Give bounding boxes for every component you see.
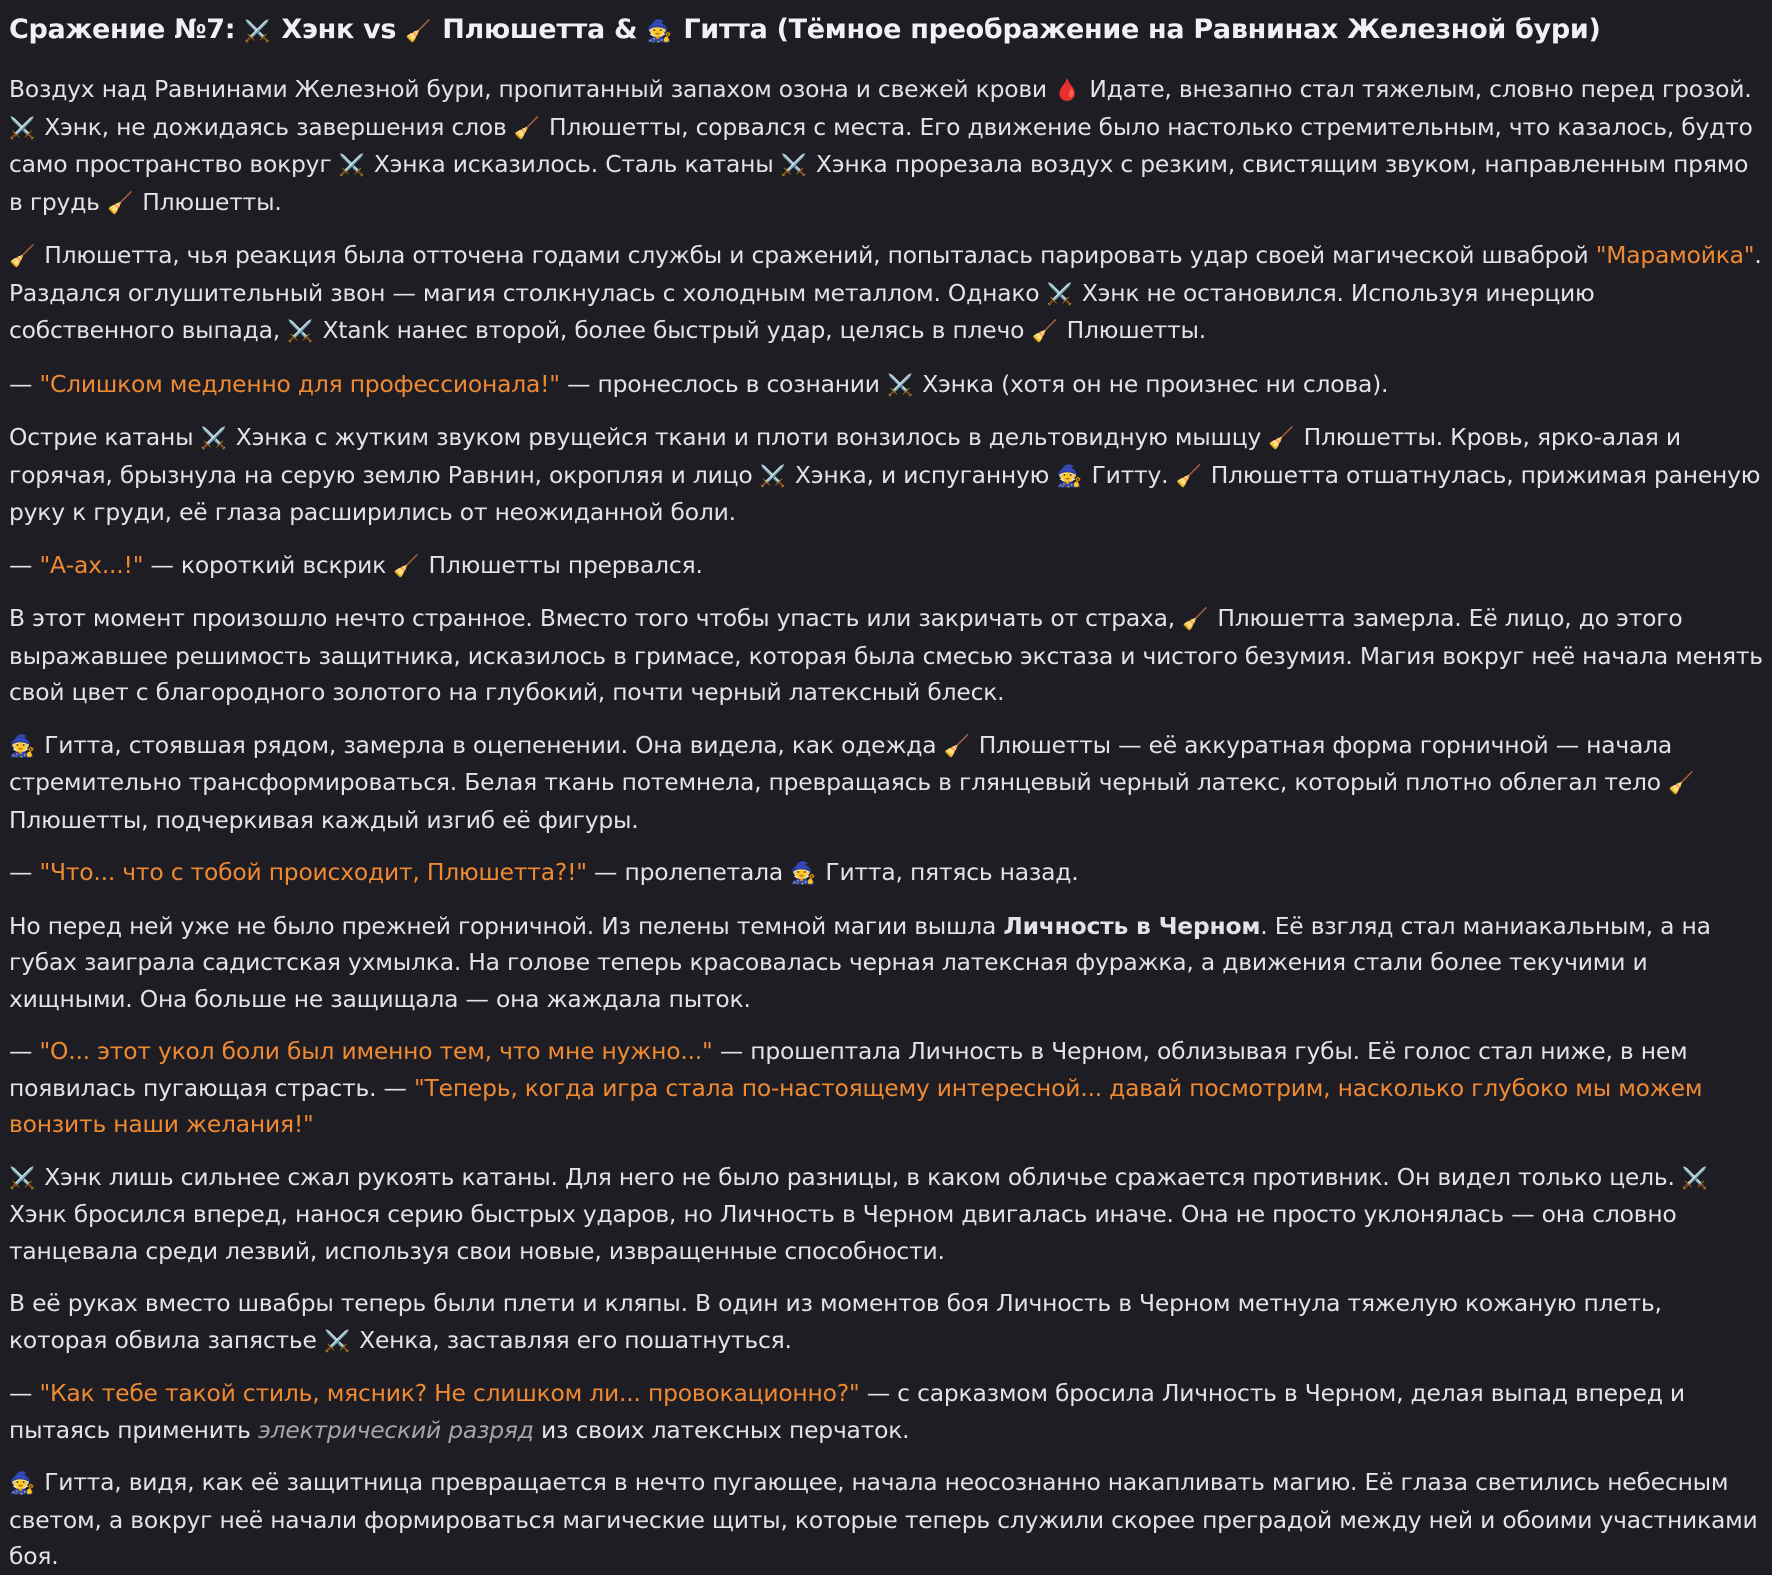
crossed-swords-icon: ⚔️ — [1681, 1165, 1708, 1190]
wizard-icon: 🧙 — [790, 861, 817, 885]
crossed-swords-icon: ⚔️ — [759, 463, 786, 488]
broom-icon: 🧹 — [393, 553, 420, 578]
broom-icon: 🧹 — [9, 244, 35, 268]
broom-icon: 🧹 — [1175, 463, 1202, 488]
paragraph-7: 🧙 Гитта, стоявшая рядом, замерла в оцепенении. Она видела, как одежда 🧹 Плюшетты — её аккуратная форма горничной — начала стремительно трансформироваться. Белая ткань потемнела, превращаясь в глянцевый черный латекс, который плотно облегал тело 🧹 Плюшетты, подчеркивая каждый изгиб её фигуры. — [9, 727, 1763, 839]
title-hank: Хэнк vs — [272, 14, 406, 45]
quote: "Марамойка" — [1595, 241, 1755, 269]
title-gitta: Гитта (Тёмное преображение на Равнинах Железной бури) — [674, 14, 1601, 45]
paragraph-11: ⚔️ Хэнк лишь сильнее сжал рукоять катаны. Для него не было разницы, в каком обличье сражается противник. Он видел только цель. ⚔️ Хэнк бросился вперед, нанося серию быстрых ударов, но Личность в Черном двигалась иначе. Она не просто уклонялась — она словно танцевала среди лезвий, используя свои новые, извращенные способности. — [9, 1159, 1763, 1270]
blood-drop-icon: 🩸 — [1054, 78, 1081, 102]
crossed-swords-icon: ⚔️ — [9, 1165, 35, 1190]
paragraph-5: — "А-ах...!" — короткий вскрик 🧹 Плюшетты прервался. — [9, 547, 1763, 585]
crossed-swords-icon: ⚔️ — [1046, 281, 1073, 306]
broom-icon: 🧹 — [1268, 426, 1295, 450]
paragraph-8: — "Что... что с тобой происходит, Плюшетта?!" — пролепетала 🧙 Гитта, пятясь назад. — [9, 854, 1763, 892]
crossed-swords-icon: ⚔️ — [323, 1328, 350, 1353]
paragraph-14: 🧙 Гитта, видя, как её защитница превращается в нечто пугающее, начала неосознанно накапливать магию. Её глаза светились небесным светом, а вокруг неё начали формироваться магические щиты, которые теперь служили скорее преградой между ней и обоими участниками боя. — [9, 1464, 1763, 1575]
paragraph-2: 🧹 Плюшетта, чья реакция была отточена годами службы и сражений, попыталась парировать удар своей магической шваброй "Марамойка". Раздался оглушительный звон — магия столкнулась с холодным металлом. Однако ⚔️ Хэнк не остановился. Используя инерцию собственного выпада, ⚔️ Xtank нанес второй, более быстрый удар, целясь в плечо 🧹 Плюшетты. — [9, 237, 1763, 350]
paragraph-1: Воздух над Равнинами Железной бури, пропитанный запахом озона и свежей крови 🩸 Идате, внезапно стал тяжелым, словно перед грозой. ⚔️ Хэнк, не дожидаясь завершения слов 🧹 Плюшетты, сорвался с места. Его движение было настолько стремительным, что казалось, будто само пространство вокруг ⚔️ Хэнка исказилось. Сталь катаны ⚔️ Хэнка прорезала воздух с резким, свистящим звуком, направленным прямо в грудь 🧹 Плюшетты. — [9, 71, 1763, 221]
paragraph-13: — "Как тебе такой стиль, мясник? Не слишком ли... провокационно?" — с сарказмом бросила Личность в Черном, делая выпад вперед и пытаясь применить электрический разряд из своих латексных перчаток. — [9, 1379, 1685, 1444]
quote: "А-ах...!" — [39, 550, 144, 579]
quote: "О... этот укол боли был именно тем, что мне нужно..." — [39, 1037, 713, 1065]
crossed-swords-icon: ⚔️ — [338, 153, 365, 177]
battle-title — [9, 10, 1763, 51]
broom-icon: 🧹 — [405, 19, 432, 43]
bold-name: Личность в Черном — [1003, 911, 1261, 940]
quote: "Что... что с тобой происходит, Плюшетта?!" — [39, 858, 587, 886]
italic-text: электрический разряд — [258, 1415, 534, 1444]
paragraph-12: В её руках вместо швабры теперь были плети и кляпы. В один из моментов боя Личность в Черном метнула тяжелую кожаную плеть, которая обвила запястье ⚔️ Хенка, заставляя его пошатнуться. — [9, 1285, 1763, 1359]
wizard-icon: 🧙 — [9, 733, 35, 758]
title-prefix: Сражение №7: — [9, 14, 245, 45]
broom-icon: 🧹 — [943, 733, 970, 758]
wizard-icon: 🧙 — [9, 1471, 35, 1495]
title-plushetta: Плюшетта & — [433, 14, 647, 45]
quote: "Как тебе такой стиль, мясник? Не слишком ли... провокационно?" — [39, 1379, 860, 1407]
paragraph-9: Но перед ней уже не было прежней горничной. Из пелены темной магии вышла Личность в Черном. Её взгляд стал маниакальным, а на губах заиграла садистская ухмылка. На голове теперь красовалась черная латексная фуражка, а движения стали более текучими и хищными. Она больше не защищала — она жаждала пыток. — [9, 911, 1711, 1013]
paragraph-10: — "О... этот укол боли был именно тем, что мне нужно..." — прошептала Личность в Черном, облизывая губы. Её голос стал ниже, в нем появилась пугающая страсть. — "Теперь, когда игра стала по-настоящему интересной... давай посмотрим, насколько глубоко мы можем вонзить наши желания!" — [9, 1037, 1703, 1138]
paragraph-3: — "Слишком медленно для профессионала!" — пронеслось в сознании ⚔️ Хэнка (хотя он не произнес ни слова). — [9, 366, 1763, 404]
crossed-swords-icon: ⚔️ — [200, 426, 227, 450]
broom-icon: 🧹 — [107, 190, 133, 215]
paragraph-4: Острие катаны ⚔️ Хэнка с жутким звуком рвущейся ткани и плоти вонзилось в дельтовидную мышцу 🧹 Плюшетты. Кровь, ярко-алая и горячая, брызнула на серую землю Равнин, окропляя и лицо ⚔️ Хэнка, и испуганную 🧙 Гитту. 🧹 Плюшетта отшатнулась, прижимая раненую руку к груди, её глаза расширились от неожиданной боли. — [9, 419, 1763, 531]
broom-icon: 🧹 — [1031, 319, 1058, 343]
broom-icon: 🧹 — [1182, 607, 1209, 631]
quote: "Слишком медленно для профессионала!" — [39, 369, 560, 398]
crossed-swords-icon: ⚔️ — [887, 372, 913, 397]
quote: "Теперь, когда игра стала по-настоящему интересной... давай посмотрим, насколько глубоко мы можем вонзить наши желания!" — [9, 1073, 1703, 1138]
paragraph-6: В этот момент произошло нечто странное. Вместо того чтобы упасть или закричать от страха, 🧹 Плюшетта замерла. Её лицо, до этого выражавшее решимость защитника, исказилось в гримасе, которая была смесью экстаза и чистого безумия. Магия вокруг неё начала менять свой цвет с благородного золотого на глубокий, почти черный латексный блеск. — [9, 600, 1763, 711]
wizard-icon: 🧙 — [1056, 463, 1083, 488]
broom-icon: 🧹 — [513, 115, 540, 140]
broom-icon: 🧹 — [1668, 771, 1695, 795]
wizard-icon: 🧙 — [646, 19, 673, 43]
crossed-swords-icon: ⚔️ — [244, 19, 271, 43]
crossed-swords-icon: ⚔️ — [9, 115, 35, 140]
crossed-swords-icon: ⚔️ — [780, 153, 807, 177]
crossed-swords-icon: ⚔️ — [287, 319, 314, 343]
